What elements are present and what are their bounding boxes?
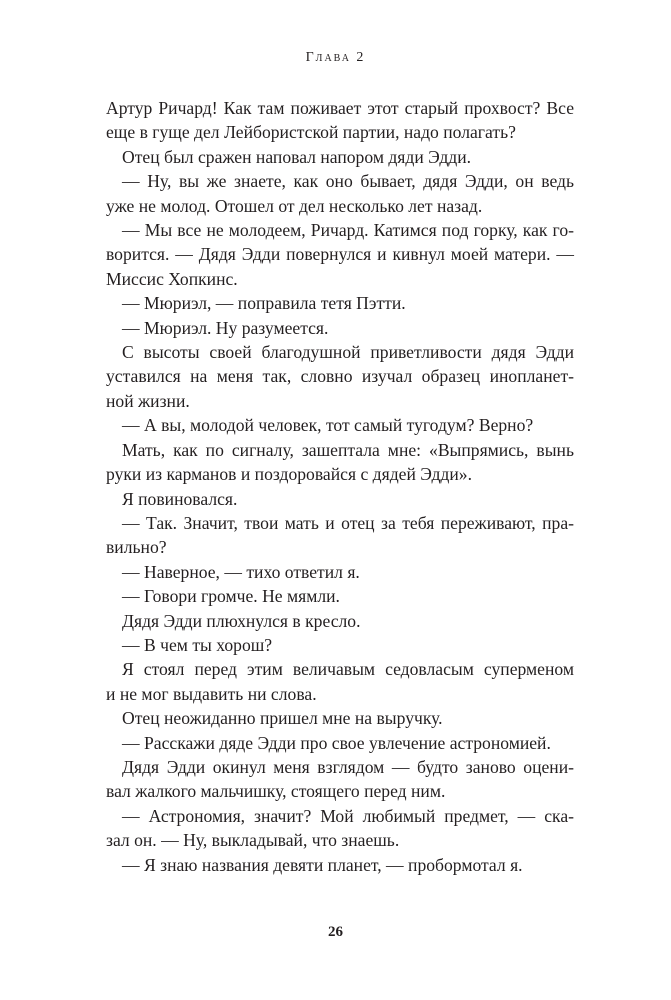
text-line: Дядя Эдди плюхнулся в кресло. [122, 610, 361, 631]
text-line: Артур Ричард! Как там поживает этот старый прохвост? Все [106, 98, 574, 118]
text-line: Мать, как по сигналу, зашептала мне: «Выпрямись, вынь [122, 439, 574, 460]
text-line: ной жизни. [106, 390, 190, 411]
text-line: вильно? [106, 537, 167, 558]
text-line: еще в гуще дел Лейбористской партии, надо полагать? [106, 122, 516, 143]
text-line: — В чем ты хорош? [122, 634, 273, 655]
text-line: — Астрономия, значит? Мой любимый предмет, — ска- [122, 805, 574, 826]
text-line: — Ну, вы же знаете, как оно бывает, дядя Эдди, он ведь [122, 171, 574, 192]
text-line: — Мюриэл, — поправила тетя Пэтти. [122, 293, 406, 314]
body-text [106, 96, 574, 877]
text-line: и не мог выдавить ни слова. [106, 683, 317, 704]
text-line: Миссис Хопкинс. [106, 268, 238, 289]
text-line: Отец был сражен наповал напором дяди Эдди. [122, 146, 472, 167]
text-line: Дядя Эдди окинул меня взглядом — будто заново оцени- [122, 756, 574, 777]
page-number: 26 [328, 924, 343, 940]
text-line: Я стоял перед этим величавым седовласым суперменом [122, 659, 574, 680]
text-line: С высоты своей благодушной приветливости дядя Эдди [122, 342, 574, 363]
text-line: вал жалкого мальчишку, стоящего перед ним. [106, 781, 446, 802]
text-line: уставился на меня так, словно изучал образец инопланет- [106, 366, 574, 387]
text-line: — Мюриэл. Ну разумеется. [122, 317, 329, 338]
text-line: уже не молод. Отошел от дел несколько лет назад. [106, 195, 483, 216]
text-line: — Наверное, — тихо ответил я. [122, 561, 360, 582]
text-line: — Я знаю названия девяти планет, — пробормотал я. [122, 854, 523, 875]
text-line: ворится. — Дядя Эдди повернулся и кивнул моей матери. — [106, 244, 574, 265]
text-line: — Расскажи дяде Эдди про свое увлечение астрономией. [122, 732, 551, 753]
text-line: — Говори громче. Не мямли. [122, 586, 340, 607]
text-line: Я повиновался. [122, 488, 238, 509]
text-line: зал он. — Ну, выкладывай, что знаешь. [106, 830, 400, 851]
text-line: Отец неожиданно пришел мне на выручку. [122, 708, 443, 729]
text-line: — А вы, молодой человек, тот самый тугодум? Верно? [122, 415, 534, 436]
running-head: Глава 2 [305, 50, 366, 65]
text-line: — Мы все не молодеем, Ричард. Катимся под горку, как го- [122, 220, 574, 241]
text-line: — Так. Значит, твои мать и отец за тебя переживают, пра- [122, 512, 574, 533]
text-line: руки из карманов и поздоровайся с дядей Эдди». [106, 464, 472, 485]
